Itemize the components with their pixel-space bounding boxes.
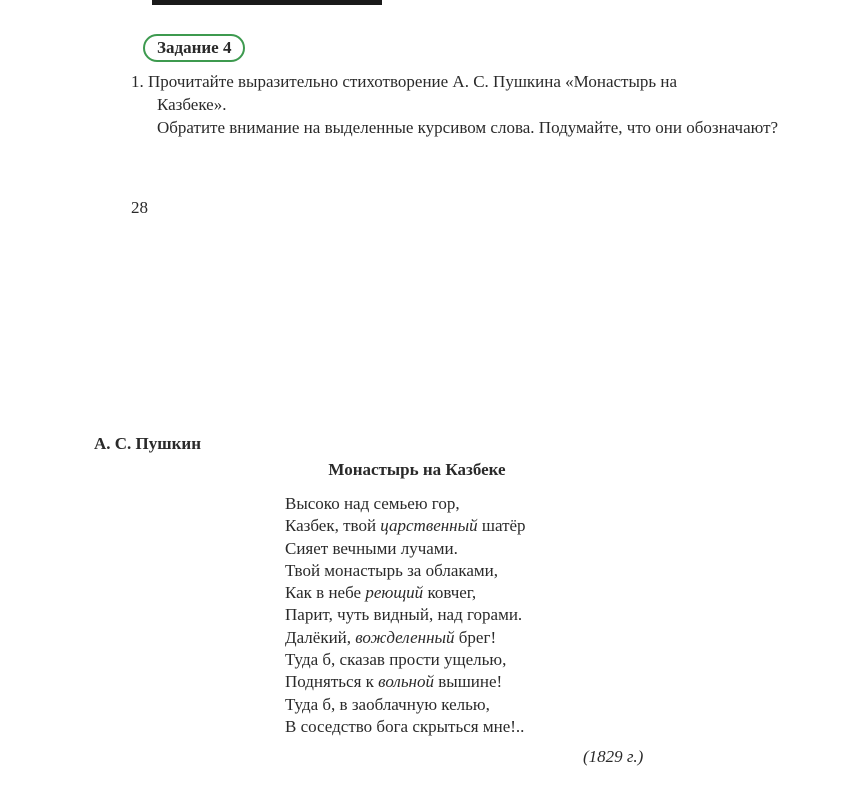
poem-line [285,582,526,604]
task-instructions [131,70,828,139]
poem-line [285,560,526,582]
poem-line [285,493,526,515]
poem-line-text: Далёкий, [285,627,356,647]
poem-line [285,671,526,693]
poem-line-text: Туда б, в заоблачную келью, [285,694,490,714]
top-image-strip [152,0,382,5]
poem-line-text: Сияет вечными лучами. [285,538,458,558]
poem-line-text: брег! [454,627,497,647]
poem-line-text: Твой монастырь за облаками, [285,560,499,580]
poem-line [285,604,526,626]
poem-line [285,694,526,716]
italic-word: царственный [380,516,478,536]
task-badge: Задание 4 [143,34,245,62]
poem-line [285,716,526,738]
page-number: 28 [131,198,148,217]
poem-line [285,515,526,537]
poem-line-text: шатёр [477,516,526,536]
poem-title-row [0,460,864,480]
poem-year: (1829 г.) [583,747,644,766]
italic-word: вольной [378,672,434,692]
poem-line-text: Парит, чуть видный, над горами. [285,605,523,625]
poem-line-text: Туда б, сказав прости ущелью, [285,650,507,670]
poem-title: Монастырь на Казбеке [328,460,506,479]
poem-body [285,493,526,738]
instruction-paragraph-2: Обратите внимание на выделенные курсивом слова. Подумайте, что они обозначают? [157,118,779,137]
instruction-line-2: Казбеке». [157,95,227,114]
instruction-line-1: 1. Прочитайте выразительно стихотворение А. С. Пушкина «Монастырь на [131,72,678,91]
poem-line-text: вышине! [434,672,503,692]
poem-line-text: Казбек, твой [285,516,381,536]
poem-line-text: Подняться к [285,672,379,692]
poem-line-text: Как в небе [285,583,366,603]
poem-author: А. С. Пушкин [94,434,202,453]
poem-line [285,627,526,649]
italic-word: вожделенный [355,627,455,647]
poem-line-text: В соседство бога скрыться мне!.. [285,716,525,736]
poem-line [285,538,526,560]
poem-line-text: ковчег, [423,583,477,603]
poem-line [285,649,526,671]
italic-word: реющий [365,583,424,603]
poem-line-text: Высоко над семьею гор, [285,494,460,513]
